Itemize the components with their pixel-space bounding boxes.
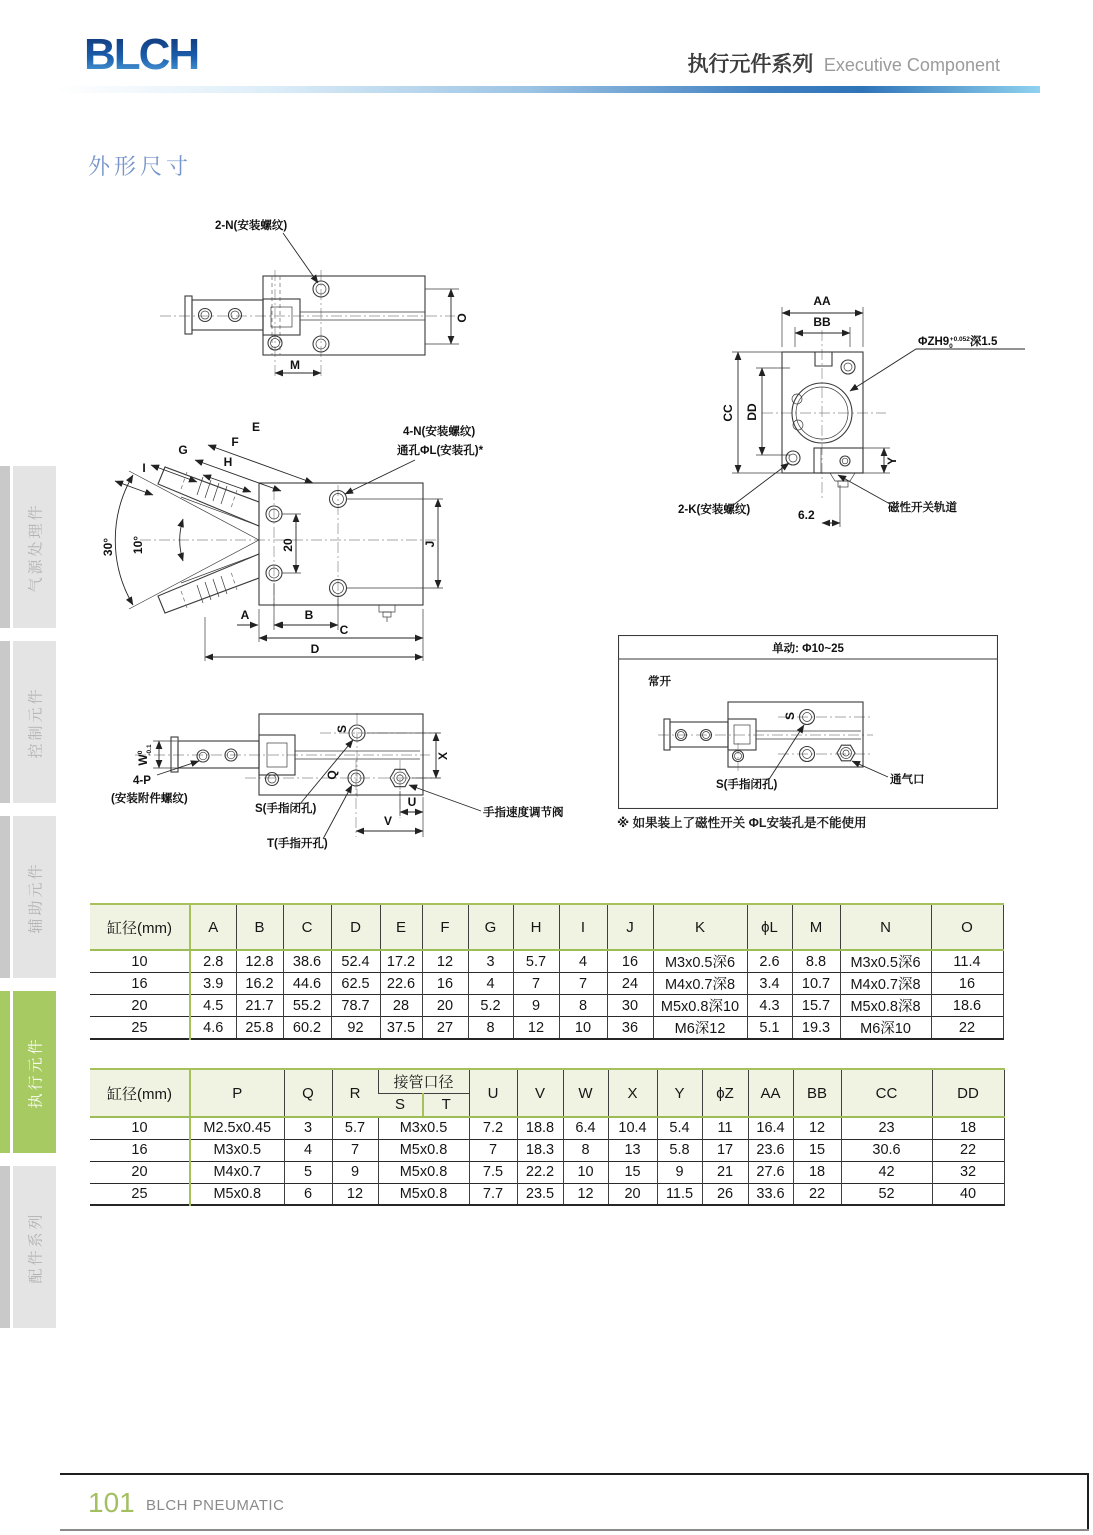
column-header: CC <box>841 1069 932 1117</box>
table-cell: 24 <box>607 973 653 995</box>
table-cell: 30.6 <box>841 1139 932 1161</box>
dim-cc: CC <box>721 404 735 422</box>
bore-callout: $\Phi ZH9_0+0.052$深1.5 <box>918 336 998 350</box>
column-header: K <box>653 904 747 950</box>
table-cell: 19.3 <box>792 1017 840 1040</box>
table-cell: 32 <box>932 1161 1004 1183</box>
table-cell: 7 <box>559 973 607 995</box>
column-header: E <box>380 904 422 950</box>
table-row <box>90 1161 1004 1183</box>
table-cell: 16.4 <box>748 1117 793 1139</box>
table-cell: 6 <box>284 1183 332 1205</box>
dim-aa: AA <box>813 294 831 308</box>
table-cell: 16 <box>607 950 653 973</box>
table-head <box>90 904 1003 950</box>
table-cell: 25.8 <box>236 1017 283 1040</box>
column-header: I <box>559 904 607 950</box>
table-cell: 28 <box>380 995 422 1017</box>
table-cell: 10 <box>90 950 190 973</box>
table-cell: 15 <box>793 1139 841 1161</box>
table-cell: 5.1 <box>747 1017 792 1040</box>
column-header: J <box>607 904 653 950</box>
table-cell: 10 <box>90 1117 190 1139</box>
blch-logo: BLCH <box>84 30 199 79</box>
table-cell: 4 <box>284 1139 332 1161</box>
footer-rule-bottom <box>60 1529 1089 1531</box>
dim-w: $W^0$ -0.1 <box>136 744 153 766</box>
table-cell: 7.5 <box>469 1161 517 1183</box>
column-header: V <box>517 1069 563 1117</box>
column-header: M <box>792 904 840 950</box>
mount-thread-callout: 2-N(安装螺纹) <box>215 220 288 232</box>
dim-dd: DD <box>745 403 759 421</box>
table-cell: 25 <box>90 1017 190 1040</box>
table-cell: M3x0.5深6 <box>840 950 931 973</box>
footer-rule-right <box>1087 1473 1089 1531</box>
tab-edge-bar <box>0 1166 10 1328</box>
table-cell: 16 <box>90 1139 190 1161</box>
table-cell: 8 <box>563 1139 608 1161</box>
table-head <box>90 1069 1004 1117</box>
table-row <box>90 1117 1004 1139</box>
table-cell: 5.4 <box>657 1117 702 1139</box>
table-cell: 22.6 <box>380 973 422 995</box>
table-cell: 60.2 <box>283 1017 331 1040</box>
dim-b: B <box>304 608 314 622</box>
table-cell: M4x0.7 <box>190 1161 284 1183</box>
table-cell: 62.5 <box>331 973 380 995</box>
box-title: 单动: Φ10~25 <box>772 643 844 655</box>
dimension-table-basic <box>90 903 1004 1040</box>
port-s-callout: S(手指闭孔) <box>716 779 778 791</box>
table-cell: 17 <box>702 1139 748 1161</box>
column-header: N <box>840 904 931 950</box>
table-cell: M5x0.8 <box>378 1139 469 1161</box>
port-sub-header: S <box>378 1093 423 1117</box>
sidebar-tab-auxiliary[interactable] <box>0 816 56 978</box>
table-cell: 36 <box>607 1017 653 1040</box>
table-row <box>90 973 1003 995</box>
table-cell: 9 <box>513 995 559 1017</box>
port-size-group-header: 接管口径 <box>378 1069 469 1093</box>
page-number: 101 <box>88 1487 135 1518</box>
table-cell: 3 <box>468 950 513 973</box>
dim-y: Y <box>885 456 899 466</box>
tab-edge-bar <box>0 466 10 628</box>
table-cell: M3x0.5 <box>190 1139 284 1161</box>
mount-thread-callout: 4-P <box>133 775 151 787</box>
table-cell: 16 <box>90 973 190 995</box>
table-cell: M6深12 <box>653 1017 747 1040</box>
header-divider <box>55 86 1040 93</box>
tab-label: 配件系列 <box>27 1210 45 1284</box>
table-cell: M5x0.8深8 <box>840 995 931 1017</box>
table-cell: 7 <box>332 1139 378 1161</box>
table-row <box>90 950 1003 973</box>
sidebar-tab-air-treatment[interactable] <box>0 466 56 628</box>
table-cell: 23.6 <box>748 1139 793 1161</box>
dim-u: U <box>407 795 417 809</box>
table-cell: M5x0.8 <box>378 1161 469 1183</box>
sensor-rail-callout: 磁性开关轨道 <box>888 502 957 514</box>
table-row <box>90 1183 1004 1205</box>
table-cell: M5x0.8 <box>190 1183 284 1205</box>
column-header: F <box>422 904 468 950</box>
table-cell: 12.8 <box>236 950 283 973</box>
mode-label: 常开 <box>648 676 671 688</box>
dim-a: A <box>240 608 250 622</box>
column-header: P <box>190 1069 284 1117</box>
table-cell: 21.7 <box>236 995 283 1017</box>
table-cell: 4.5 <box>190 995 236 1017</box>
column-header: D <box>331 904 380 950</box>
table-body <box>90 1117 1004 1205</box>
table-cell: 2.6 <box>747 950 792 973</box>
table-cell: 9 <box>332 1161 378 1183</box>
vent-port-callout: 通气口 <box>890 774 925 786</box>
table-cell: 16 <box>422 973 468 995</box>
table-cell: 27.6 <box>748 1161 793 1183</box>
table-cell: 55.2 <box>283 995 331 1017</box>
column-header: R <box>332 1069 378 1117</box>
dim-c: C <box>339 623 349 637</box>
column-header: Y <box>657 1069 702 1117</box>
speed-valve-callout: 手指速度调节阀 <box>483 807 564 819</box>
table-body <box>90 950 1003 1039</box>
table-cell: 18 <box>932 1117 1004 1139</box>
table-cell: 8 <box>559 995 607 1017</box>
table-cell: 12 <box>422 950 468 973</box>
table-cell: M4x0.7深8 <box>840 973 931 995</box>
hole-q-letter: Q <box>325 770 339 780</box>
magnetic-switch-note: ※ 如果装上了磁性开关 ΦL安装孔是不能使用 <box>617 816 867 830</box>
dim-d: D <box>310 642 320 656</box>
table-cell: 15.7 <box>792 995 840 1017</box>
dim-i: I <box>142 461 146 475</box>
table-cell: 10.7 <box>792 973 840 995</box>
table-cell: 12 <box>332 1183 378 1205</box>
tab-edge-bar <box>0 641 10 803</box>
table-cell: 4 <box>559 950 607 973</box>
table-cell: 22 <box>793 1183 841 1205</box>
table-cell: 7 <box>469 1139 517 1161</box>
table-cell: 7.2 <box>469 1117 517 1139</box>
table-cell: 22 <box>931 1017 1003 1040</box>
through-hole-callout: 通孔ΦL(安装孔)* <box>397 445 484 457</box>
dim-f: F <box>231 435 239 449</box>
table-cell: 44.6 <box>283 973 331 995</box>
table-cell: 33.6 <box>748 1183 793 1205</box>
sidebar-tab-control[interactable] <box>0 641 56 803</box>
angle-30: 30° <box>101 537 115 557</box>
table-cell: 6.4 <box>563 1117 608 1139</box>
table-row <box>90 1017 1003 1040</box>
table-cell: 42 <box>841 1161 932 1183</box>
table-cell: 4.6 <box>190 1017 236 1040</box>
table-cell: 17.2 <box>380 950 422 973</box>
table-cell: 2.8 <box>190 950 236 973</box>
table-cell: 16.2 <box>236 973 283 995</box>
front-view-drawing <box>85 405 575 680</box>
table-cell: M3x0.5 <box>378 1117 469 1139</box>
table-cell: 10 <box>563 1161 608 1183</box>
column-header: Q <box>284 1069 332 1117</box>
table-cell: 5.7 <box>332 1117 378 1139</box>
table-cell: 22.2 <box>517 1161 563 1183</box>
column-header: B <box>236 904 283 950</box>
table-cell: 23 <box>841 1117 932 1139</box>
column-header: X <box>608 1069 657 1117</box>
table-cell: M2.5x0.45 <box>190 1117 284 1139</box>
table-cell: 92 <box>331 1017 380 1040</box>
table-cell: 8.8 <box>792 950 840 973</box>
single-acting-box <box>618 635 998 809</box>
table-cell: 13 <box>608 1139 657 1161</box>
dim-h: H <box>223 455 233 469</box>
port-sub-header: T <box>423 1093 469 1117</box>
table-cell: 20 <box>90 995 190 1017</box>
table-cell: 20 <box>90 1161 190 1183</box>
table-cell: 3.4 <box>747 973 792 995</box>
table-cell: 10.4 <box>608 1117 657 1139</box>
column-header: A <box>190 904 236 950</box>
table-cell: 18.3 <box>517 1139 563 1161</box>
table-cell: 12 <box>513 1017 559 1040</box>
angle-10: 10° <box>131 535 145 555</box>
table-cell: 3 <box>284 1117 332 1139</box>
table-cell: 4.3 <box>747 995 792 1017</box>
table-cell: 18.8 <box>517 1117 563 1139</box>
table-cell: 20 <box>608 1183 657 1205</box>
dim-e: E <box>251 420 261 434</box>
table-cell: M3x0.5深6 <box>653 950 747 973</box>
dim-x: X <box>436 751 450 761</box>
dim-j: J <box>423 540 437 548</box>
column-header: H <box>513 904 559 950</box>
table-cell: 27 <box>422 1017 468 1040</box>
dim-62: 6.2 <box>798 508 815 522</box>
port-s-callout: S(手指闭孔) <box>255 803 317 815</box>
table-cell: 15 <box>608 1161 657 1183</box>
table-cell: 52 <box>841 1183 932 1205</box>
table-cell: 12 <box>793 1117 841 1139</box>
series-title-en: Executive Component <box>823 55 1000 75</box>
table-cell: M5x0.8 <box>378 1183 469 1205</box>
table-cell: 18 <box>793 1161 841 1183</box>
table-cell: 22 <box>932 1139 1004 1161</box>
end-view-drawing <box>650 285 1050 530</box>
tab-label: 辅助元件 <box>27 860 45 934</box>
dimension-table-extended <box>90 1068 1005 1206</box>
table-cell: 78.7 <box>331 995 380 1017</box>
table-cell: 7.7 <box>469 1183 517 1205</box>
mount-thread-callout: 2-K(安装螺纹) <box>678 504 751 516</box>
side-view-top-drawing <box>125 215 485 400</box>
mount-thread-subcallout: (安装附件螺纹) <box>111 793 188 805</box>
table-cell: 4 <box>468 973 513 995</box>
table-cell: 7 <box>513 973 559 995</box>
table-cell: 38.6 <box>283 950 331 973</box>
footer-rule-top <box>60 1473 1089 1475</box>
column-header: ϕZ <box>702 1069 748 1117</box>
column-header: O <box>931 904 1003 950</box>
table-cell: 21 <box>702 1161 748 1183</box>
table-cell: 9 <box>657 1161 702 1183</box>
table-cell: 16 <box>931 973 1003 995</box>
table-cell: 20 <box>422 995 468 1017</box>
footer-brand: BLCH PNEUMATIC <box>146 1497 285 1514</box>
table-row <box>90 1139 1004 1161</box>
mount-thread-callout: 4-N(安装螺纹) <box>403 426 476 438</box>
table-cell: 5.8 <box>657 1139 702 1161</box>
hole-s-letter: S <box>783 711 797 721</box>
table-cell: 5 <box>284 1161 332 1183</box>
table-cell: 30 <box>607 995 653 1017</box>
column-header: DD <box>932 1069 1004 1117</box>
dim-v: V <box>383 814 393 828</box>
page-title: 外形尺寸 <box>88 154 193 179</box>
table-cell: 8 <box>468 1017 513 1040</box>
table-cell: 18.6 <box>931 995 1003 1017</box>
table-cell: 3.9 <box>190 973 236 995</box>
column-header: 缸径(mm) <box>90 904 190 950</box>
dim-m: M <box>290 358 300 372</box>
series-title-zh: 执行元件系列 <box>687 53 814 76</box>
dim-g: G <box>178 443 188 457</box>
dim-20: 20 <box>281 538 295 552</box>
port-t-callout: T(手指开孔) <box>267 838 328 850</box>
table-cell: M5x0.8深10 <box>653 995 747 1017</box>
table-cell: M4x0.7深8 <box>653 973 747 995</box>
tab-label: 执行元件 <box>27 1035 45 1109</box>
side-view-bottom-drawing <box>85 685 565 863</box>
tab-edge-bar <box>0 991 10 1153</box>
table-cell: 12 <box>563 1183 608 1205</box>
table-cell: 37.5 <box>380 1017 422 1040</box>
table-cell: 40 <box>932 1183 1004 1205</box>
table-cell: 23.5 <box>517 1183 563 1205</box>
column-header: AA <box>748 1069 793 1117</box>
table-cell: 5.2 <box>468 995 513 1017</box>
table-cell: 26 <box>702 1183 748 1205</box>
table-cell: 5.7 <box>513 950 559 973</box>
column-header: W <box>563 1069 608 1117</box>
series-title <box>520 48 1000 78</box>
column-header: C <box>283 904 331 950</box>
dim-bb: BB <box>813 315 831 329</box>
hole-s-letter: S <box>335 724 349 734</box>
table-cell: 10 <box>559 1017 607 1040</box>
tab-label: 气源处理件 <box>27 501 45 593</box>
sidebar-tab-accessories[interactable] <box>0 1166 56 1328</box>
table-cell: M6深10 <box>840 1017 931 1040</box>
column-header: 缸径(mm) <box>90 1069 190 1117</box>
sidebar-tab-executive[interactable] <box>0 991 56 1153</box>
table-cell: 11.5 <box>657 1183 702 1205</box>
tab-label: 控制元件 <box>27 685 45 759</box>
tab-edge-bar <box>0 816 10 978</box>
table-row <box>90 995 1003 1017</box>
dim-o: O <box>455 313 469 323</box>
table-cell: 52.4 <box>331 950 380 973</box>
column-header: ϕL <box>747 904 792 950</box>
table-cell: 25 <box>90 1183 190 1205</box>
table-cell: 11.4 <box>931 950 1003 973</box>
column-header: BB <box>793 1069 841 1117</box>
column-header: G <box>468 904 513 950</box>
table-cell: 11 <box>702 1117 748 1139</box>
column-header: U <box>469 1069 517 1117</box>
